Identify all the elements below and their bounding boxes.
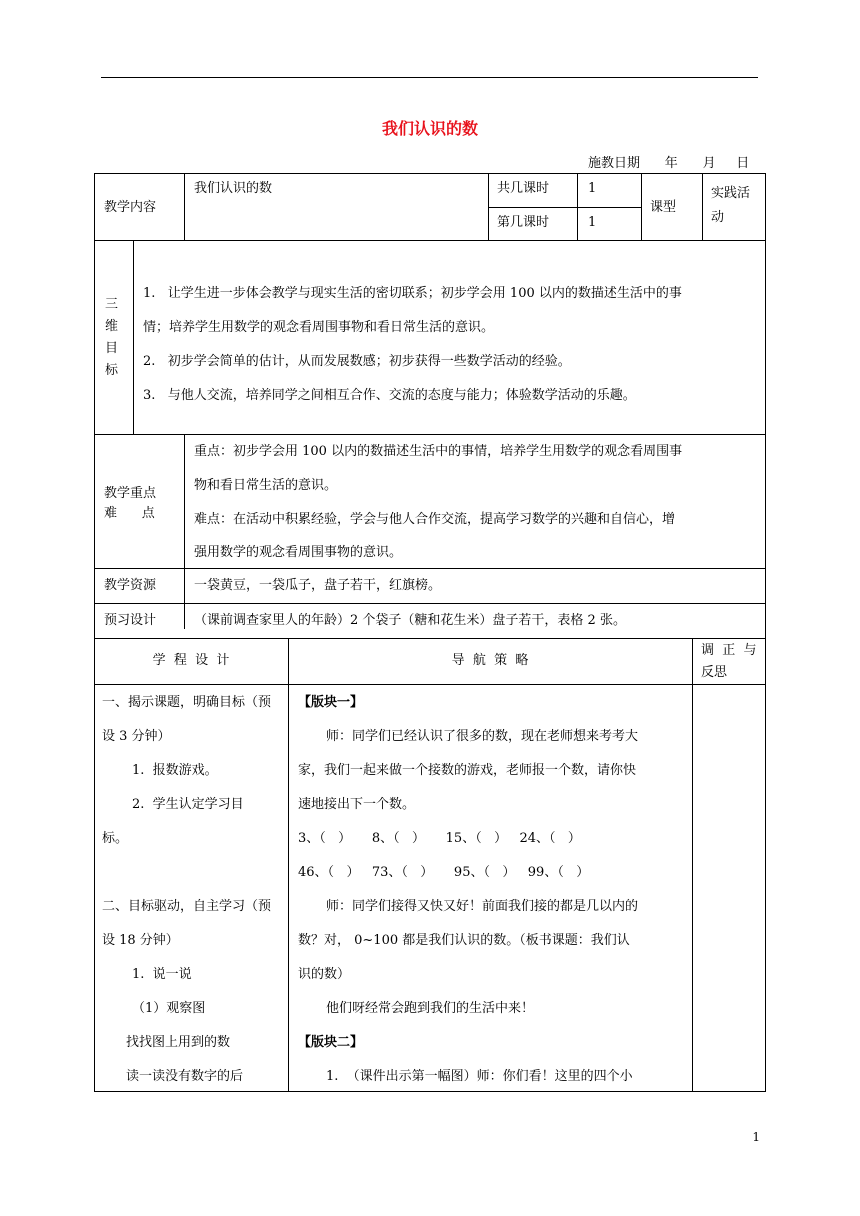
mid-line: 师：同学们接得又快又好！前面我们接的都是几以内的 (326, 899, 639, 914)
goal-line-2: 情；培养学生用数学的观念看周围事物和看日常生活的意识。 (143, 320, 495, 335)
left-line: 1. 说一说 (132, 967, 192, 982)
process-header-col2: 导 航 策 略 (451, 653, 529, 668)
key-points-line-3: 难点：在活动中积累经验，学会与他人合作交流，提高学习数学的兴趣和自信心，增 (194, 512, 676, 527)
left-line: 二、目标驱动，自主学习（预 (102, 899, 272, 914)
mid-line: 3、（ ） 8、（ ） 15、（ ） 24、（ ） (298, 831, 581, 846)
left-line: （1）观察图 (132, 1001, 206, 1016)
mid-line: 【版块一】 (298, 695, 364, 710)
process-header-col3-line2: 反思 (701, 665, 728, 680)
lesson-type-value-1: 实践活 (711, 186, 751, 201)
left-line: 2. 学生认定学习目 (132, 797, 244, 812)
goals-label-2: 维 (105, 319, 119, 334)
document-title: 我们认识的数 (381, 119, 478, 138)
mid-line: 速地接出下一个数。 (298, 797, 416, 812)
mid-line: 1. （课件出示第一幅图）师：你们看！这里的四个小 (326, 1069, 633, 1084)
left-line: 一、揭示课题，明确目标（预 (102, 695, 272, 710)
left-line: 找找图上用到的数 (126, 1035, 231, 1050)
goals-label-1: 三 (105, 297, 119, 312)
left-line: 设 18 分钟） (102, 933, 179, 948)
key-points-line-2: 物和看日常生活的意识。 (194, 478, 338, 493)
preview-label: 预习设计 (104, 613, 157, 628)
mid-line: 数？对， 0~100 都是我们认识的数。（板书课题：我们认 (298, 933, 630, 948)
total-hours-label: 共几课时 (497, 181, 550, 196)
left-line: 读一读没有数字的后 (126, 1069, 244, 1084)
resources-label: 教学资源 (104, 578, 157, 593)
goals-label-4: 标 (105, 363, 119, 378)
mid-line: 家，我们一起来做一个接数的游戏，老师报一个数，请你快 (298, 763, 637, 778)
key-points-line-1: 重点：初步学会用 100 以内的数描述生活中的事情，培养学生用数学的观念看周围事 (194, 444, 683, 459)
key-points-label-2: 难 点 (104, 506, 155, 521)
date-line: 施教日期 年 月 日 (588, 156, 750, 171)
mid-line: 他们呀经常会跑到我们的生活中来！ (326, 1001, 535, 1016)
header-rule (101, 77, 758, 78)
left-line: 1. 报数游戏。 (132, 763, 218, 778)
goal-line-3: 2. 初步学会简单的估计，从而发展数感；初步获得一些数学活动的经验。 (143, 354, 571, 369)
mid-line: 师：同学们已经认识了很多的数，现在老师想来考考大 (326, 729, 639, 744)
lesson-type-value-2: 动 (711, 210, 725, 225)
nth-hour-label: 第几课时 (497, 215, 550, 230)
teaching-content-value: 我们认识的数 (194, 181, 273, 196)
total-hours-value: 1 (588, 181, 597, 196)
resources-value: 一袋黄豆，一袋瓜子，盘子若干，红旗榜。 (194, 578, 442, 593)
nth-hour-value: 1 (588, 215, 597, 230)
mid-line: 46、（ ） 73、（ ） 95、（ ） 99、（ ） (298, 865, 590, 880)
left-line: 标。 (102, 831, 129, 846)
page-number: 1 (752, 1130, 760, 1144)
goal-line-4: 3. 与他人交流，培养同学之间相互合作、交流的态度与能力；体验数学活动的乐趣。 (143, 388, 636, 403)
mid-line: 识的数） (298, 967, 351, 982)
goal-line-1: 1. 让学生进一步体会教学与现实生活的密切联系；初步学会用 100 以内的数描述生活中的事 (143, 286, 682, 301)
preview-value: （课前调查家里人的年龄）2 个袋子（糖和花生米）盘子若干，表格 2 张。 (194, 613, 626, 628)
mid-line: 【版块二】 (298, 1035, 364, 1050)
key-points-line-4: 强用数学的观念看周围事物的意识。 (194, 545, 403, 560)
lesson-type-label: 课型 (650, 200, 677, 215)
goals-label-3: 目 (105, 341, 119, 356)
process-header-col1: 学 程 设 计 (152, 653, 230, 668)
key-points-label-1: 教学重点 (104, 486, 157, 501)
process-header-col3-line1: 调 正 与 (701, 643, 757, 658)
left-line: 设 3 分钟） (102, 729, 171, 744)
teaching-content-label: 教学内容 (104, 200, 157, 215)
